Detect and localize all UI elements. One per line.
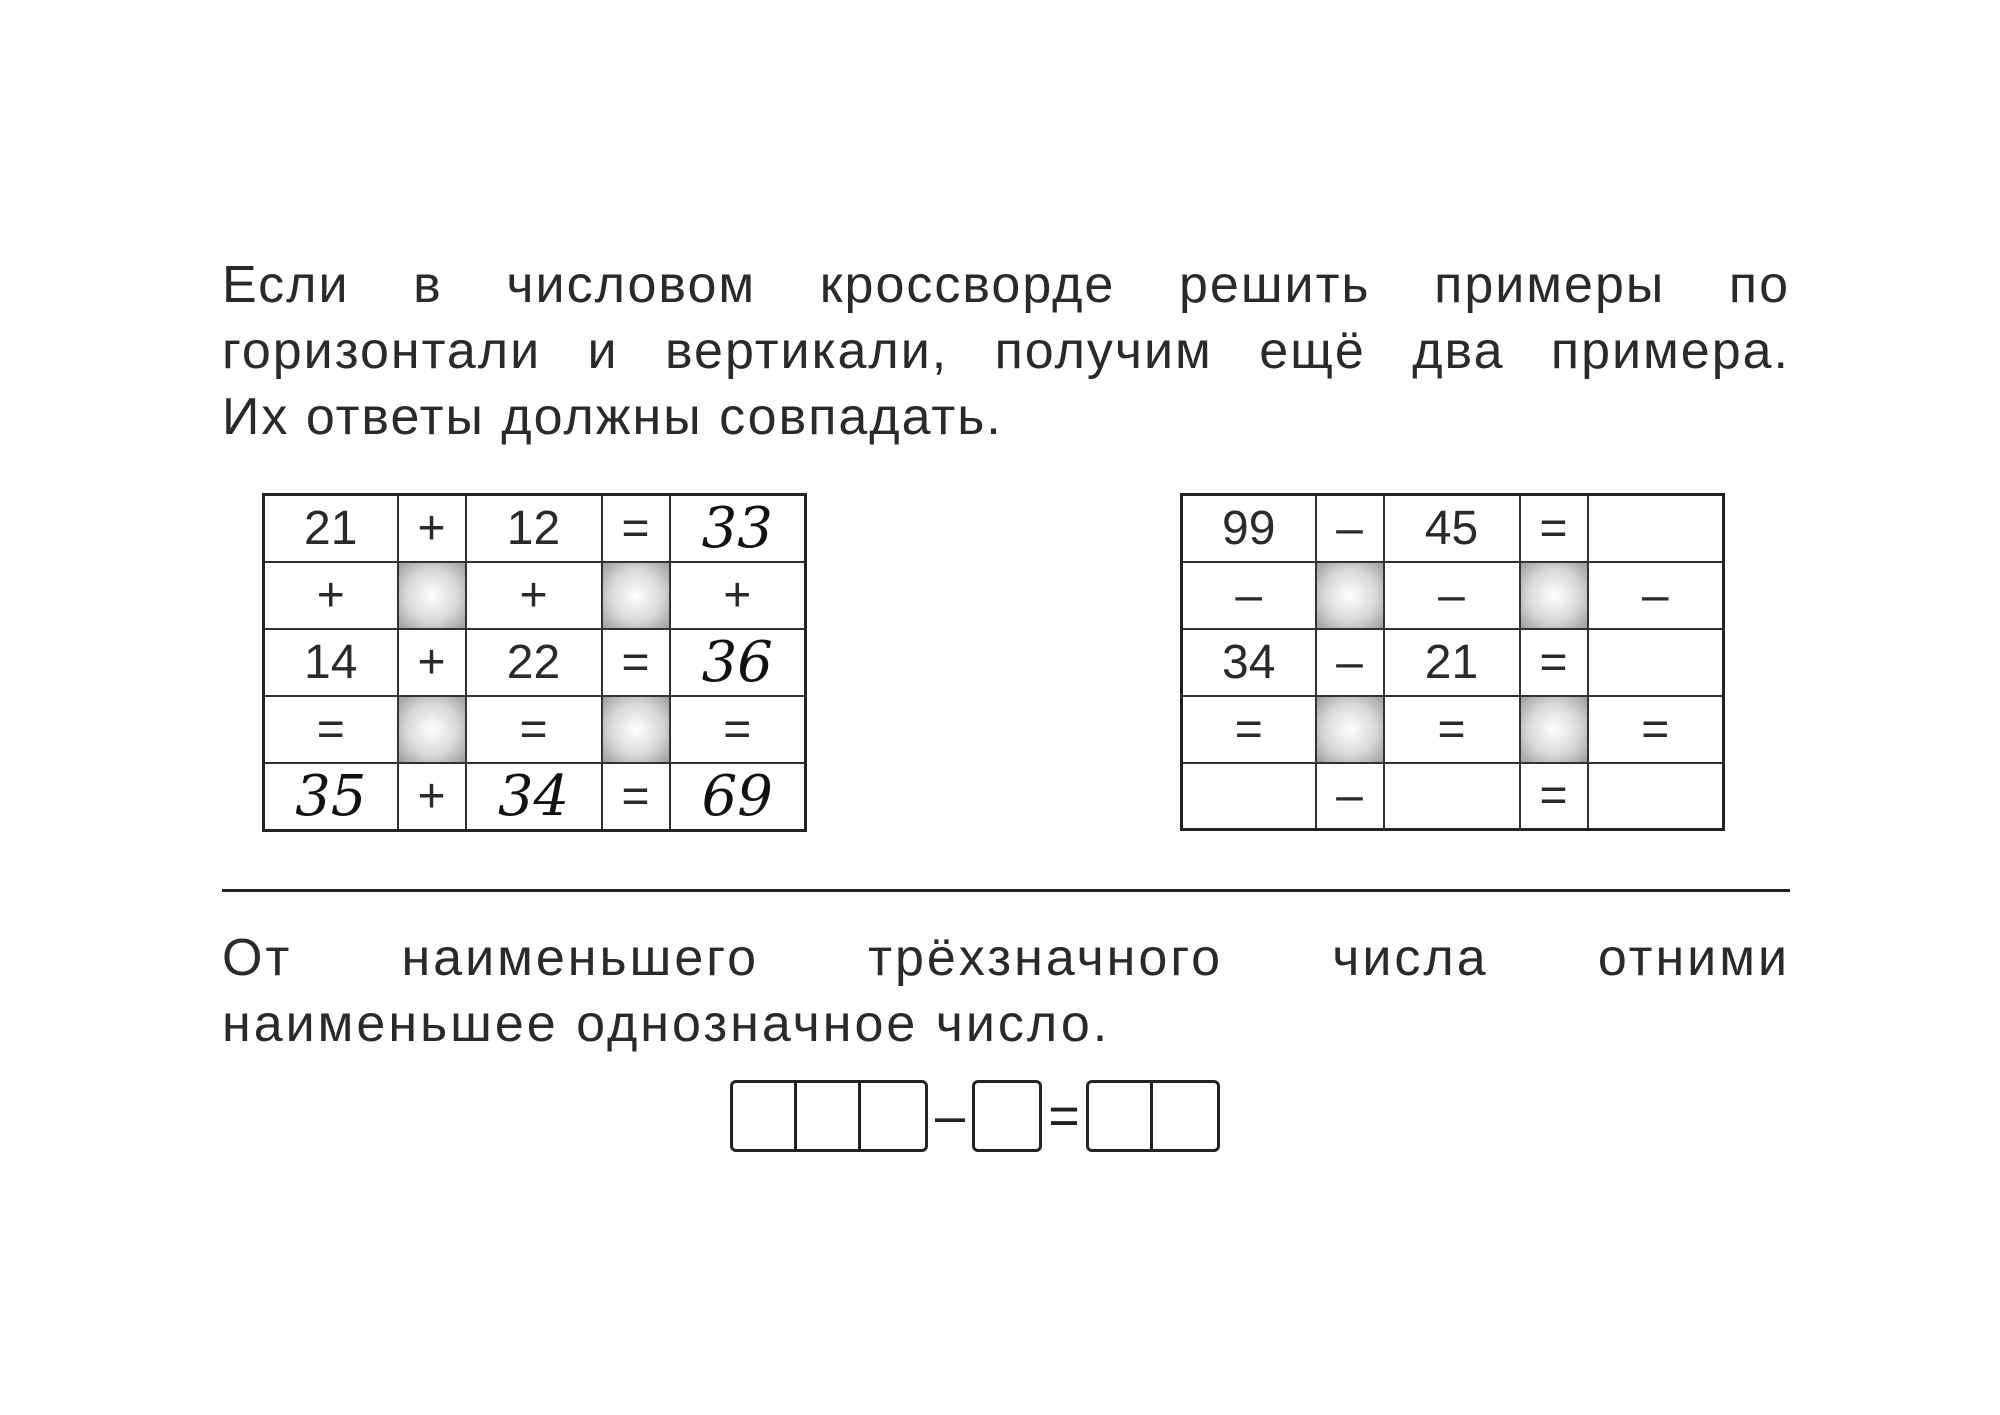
number-crossword-right [1180,493,1725,831]
shaded-cell [1316,562,1384,629]
operator-cell: – [1316,763,1384,830]
operator-cell: = [1588,696,1724,763]
subtrahend-answer-box[interactable] [972,1080,1042,1152]
shaded-cell [1520,696,1588,763]
crossword-row [1182,495,1724,562]
crossword-row [264,696,806,763]
operator-cell: = [602,495,670,563]
operator-cell: = [670,696,806,763]
task2-line: От наименьшего трёхзначного числа отними [222,929,1790,987]
task1-line: горизонтали и вертикали, получим ещё два примера. [222,322,1790,380]
operator-cell: – [1316,495,1384,562]
crossword-row [264,495,806,563]
shaded-cell [398,696,466,763]
shaded-cell [602,562,670,629]
operator-cell: = [466,696,602,763]
digit-box[interactable] [797,1083,861,1149]
result-answer-boxes[interactable] [1086,1080,1220,1152]
crossword-row [1182,763,1724,830]
operator-cell: = [1182,696,1316,763]
handwritten-answer-cell: 34 [466,763,602,831]
handwritten-answer-cell: 69 [670,763,806,831]
number-cell: 22 [466,629,602,696]
operator-cell: – [1182,562,1316,629]
operator-cell: = [1520,629,1588,696]
number-cell: 21 [1384,629,1520,696]
minuend-answer-boxes[interactable] [730,1080,928,1152]
task1-line: Их ответы должны совпадать. [222,388,1003,446]
operator-cell: – [1588,562,1724,629]
operator-cell: + [398,495,466,563]
crossword-row [1182,629,1724,696]
answer-equation [730,1080,1220,1152]
operator-cell: – [1316,629,1384,696]
handwritten-answer-cell: 33 [670,495,806,563]
number-crossword-left [262,493,807,832]
crossword-row [264,629,806,696]
empty-answer-cell[interactable] [1588,629,1724,696]
number-cell: 99 [1182,495,1316,562]
number-cell: 45 [1384,495,1520,562]
section-divider [222,889,1790,892]
empty-answer-cell[interactable] [1182,763,1316,830]
operator-cell: – [1384,562,1520,629]
task1-line: Если в числовом кроссворде решить примеры по [222,256,1790,314]
operator-cell: + [398,629,466,696]
task1-text [222,252,1790,450]
operator-cell: + [670,562,806,629]
task2-line: наименьшее однозначное число. [222,995,1111,1053]
crossword-row [264,763,806,831]
empty-answer-cell[interactable] [1588,763,1724,830]
task2-text [222,925,1790,1057]
number-cell: 34 [1182,629,1316,696]
operator-cell: = [1520,495,1588,562]
crossword-row [1182,696,1724,763]
crossword-row [1182,562,1724,629]
minus-sign: – [934,1086,966,1146]
digit-box[interactable] [975,1083,1039,1149]
number-cell: 12 [466,495,602,563]
operator-cell: = [1520,763,1588,830]
handwritten-answer-cell: 36 [670,629,806,696]
operator-cell: + [264,562,398,629]
shaded-cell [1520,562,1588,629]
operator-cell: = [602,629,670,696]
crossword-row [264,562,806,629]
shaded-cell [602,696,670,763]
digit-box[interactable] [733,1083,797,1149]
operator-cell: = [264,696,398,763]
digit-box[interactable] [1089,1083,1153,1149]
number-cell: 21 [264,495,398,563]
shaded-cell [398,562,466,629]
shaded-cell [1316,696,1384,763]
operator-cell: + [398,763,466,831]
digit-box[interactable] [861,1083,925,1149]
number-cell: 14 [264,629,398,696]
digit-box[interactable] [1153,1083,1217,1149]
empty-answer-cell[interactable] [1384,763,1520,830]
operator-cell: = [602,763,670,831]
operator-cell: + [466,562,602,629]
equals-sign: = [1048,1086,1080,1146]
operator-cell: = [1384,696,1520,763]
empty-answer-cell[interactable] [1588,495,1724,562]
handwritten-answer-cell: 35 [264,763,398,831]
